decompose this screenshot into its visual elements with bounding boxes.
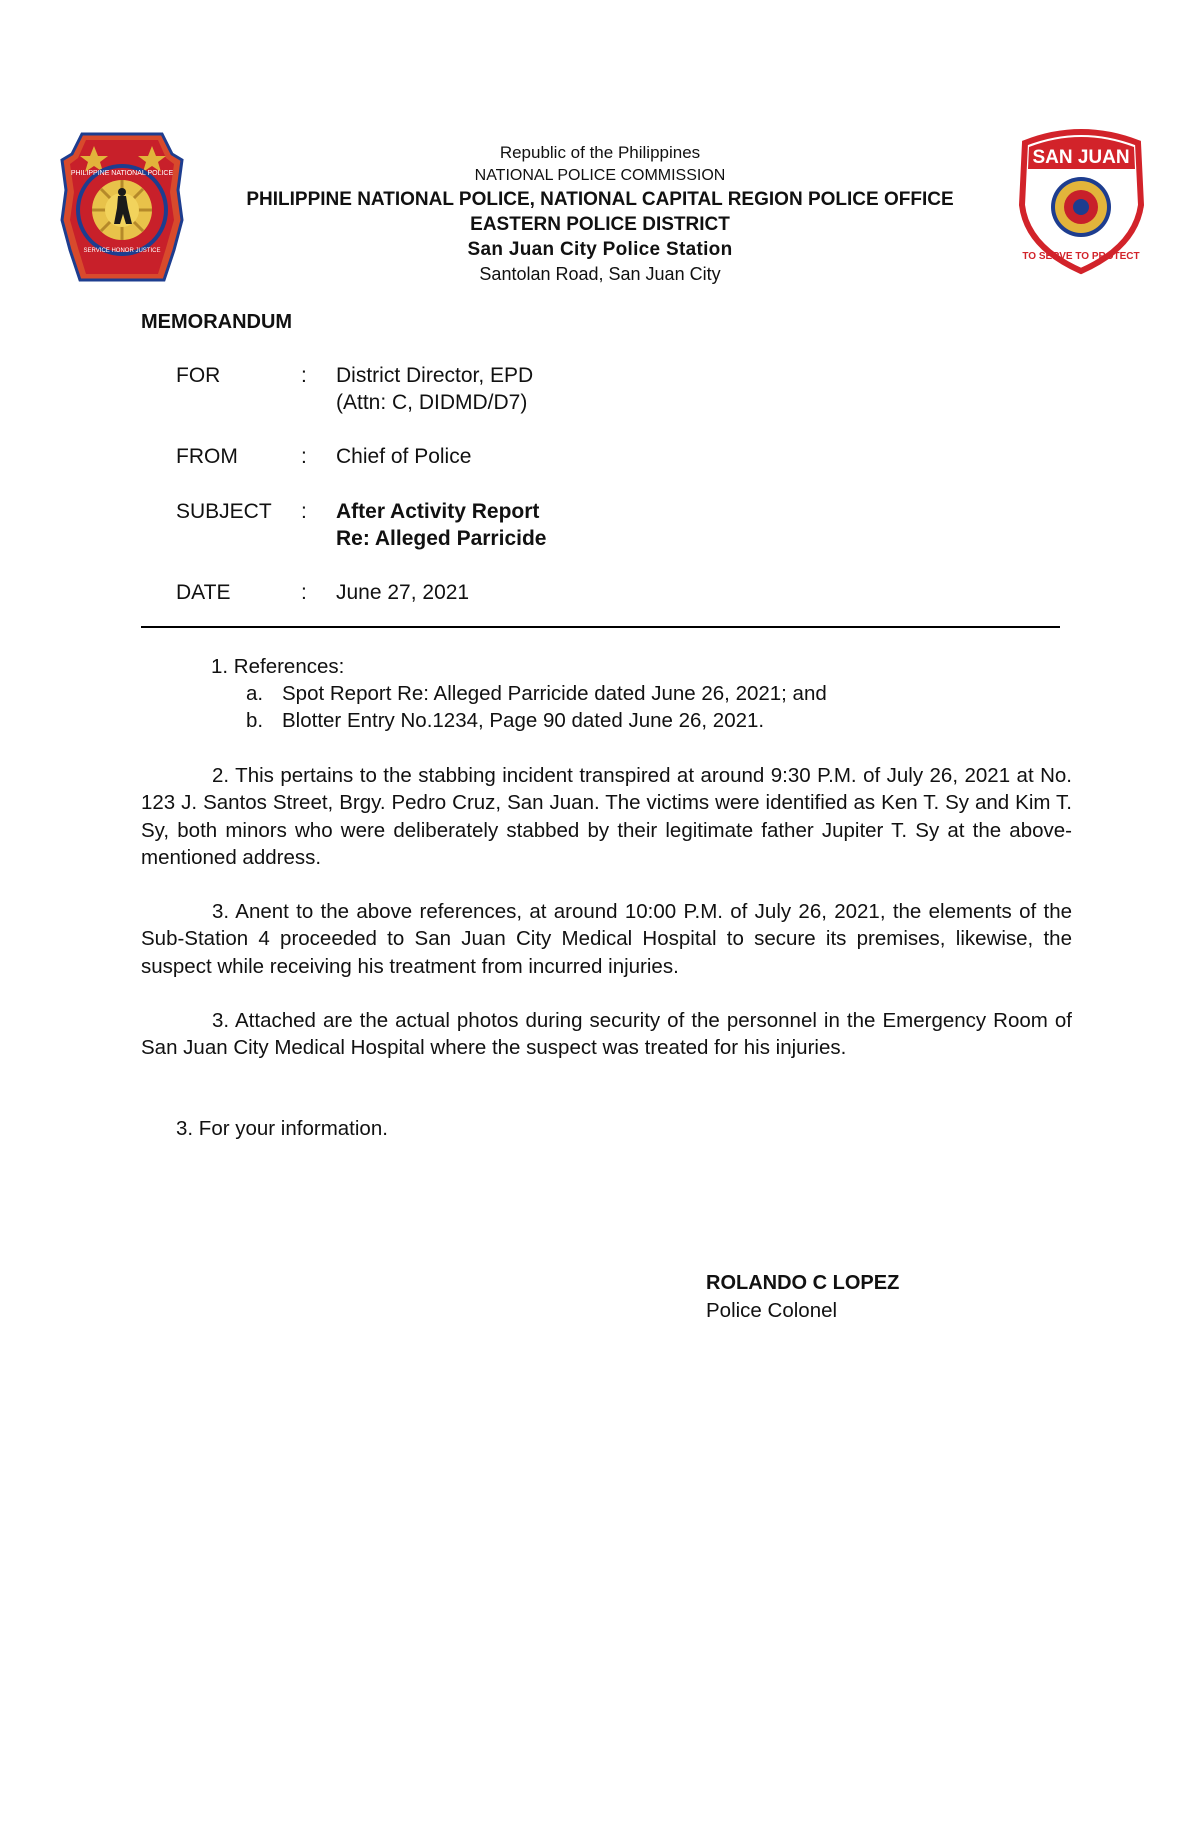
signature-block xyxy=(706,1270,899,1324)
letterhead xyxy=(190,141,1010,287)
signatory-rank: Police Colonel xyxy=(706,1299,838,1322)
pnp-seal-top-text: PHILIPPINE NATIONAL POLICE xyxy=(70,170,174,177)
address-line: Santolan Road, San Juan City xyxy=(479,264,721,284)
subject-value-1: After Activity Report xyxy=(336,500,540,523)
office-line: PHILIPPINE NATIONAL POLICE, NATIONAL CAPITAL REGION POLICE OFFICE xyxy=(246,189,954,210)
header-divider xyxy=(141,626,1060,628)
subject-value-2: Re: Alleged Parricide xyxy=(336,527,547,550)
republic-line: Republic of the Philippines xyxy=(499,143,701,162)
closing-line: 3. For your information. xyxy=(176,1117,388,1140)
badge-motto-text: TO SERVE TO PROTECT xyxy=(1022,251,1140,262)
for-label: FOR xyxy=(176,364,221,387)
paragraph-3-attached: 3. Attached are the actual photos during security of the personnel in the Emergency Room of San Juan City Medical Hospital where the suspect was treated for his injuries. xyxy=(141,1009,1072,1060)
for-value-2: (Attn: C, DIDMD/D7) xyxy=(336,391,528,414)
reference-item-b xyxy=(246,707,764,734)
station-line: San Juan City Police Station xyxy=(467,239,733,260)
reference-a-letter: a. xyxy=(246,682,264,705)
paragraph-3-anent: 3. Anent to the above references, at around 10:00 P.M. of July 26, 2021, the elements of the Sub-Station 4 proceeded to San Juan City Medical Hospital to secure its premises, likewise, the suspect while receiving his treatment from incurred injuries. xyxy=(141,900,1072,978)
date-colon: : xyxy=(301,581,307,604)
signatory-name: ROLANDO C LOPEZ xyxy=(706,1272,900,1294)
paragraph-2: 2. This pertains to the stabbing incident transpired at around 9:30 P.M. of July 26, 2021 at No. 123 J. Santos Street, Brgy. Pedro Cruz, San Juan. The victims were identified as Ken T. Sy and Kim T. Sy, both minors who were deliberately stabbed by their legitimate father Jupiter T. Sy at the above-mentioned address. xyxy=(141,764,1072,869)
reference-b-letter: b. xyxy=(246,709,264,732)
for-value-1: District Director, EPD xyxy=(336,364,534,387)
memo-title: MEMORANDUM xyxy=(141,311,293,333)
district-line: EASTERN POLICE DISTRICT xyxy=(470,214,730,235)
reference-item-a xyxy=(246,680,827,707)
pnp-seal-logo xyxy=(60,130,184,285)
from-label: FROM xyxy=(176,445,238,468)
date-value: June 27, 2021 xyxy=(336,581,470,604)
for-colon: : xyxy=(301,364,307,387)
badge-banner-text: SAN JUAN xyxy=(1032,147,1130,168)
commission-line: NATIONAL POLICE COMMISSION xyxy=(474,167,726,184)
subject-colon: : xyxy=(301,500,307,523)
reference-b-text: Blotter Entry No.1234, Page 90 dated June 26, 2021. xyxy=(282,709,765,732)
date-label: DATE xyxy=(176,581,231,604)
pnp-seal-bottom-text: SERVICE HONOR JUSTICE xyxy=(83,248,161,254)
reference-a-text: Spot Report Re: Alleged Parricide dated June 26, 2021; and xyxy=(282,682,827,705)
san-juan-badge-logo xyxy=(1015,125,1148,275)
from-colon: : xyxy=(301,445,307,468)
from-value: Chief of Police xyxy=(336,445,472,468)
subject-label: SUBJECT xyxy=(176,500,272,523)
references-heading: 1. References: xyxy=(211,655,345,678)
